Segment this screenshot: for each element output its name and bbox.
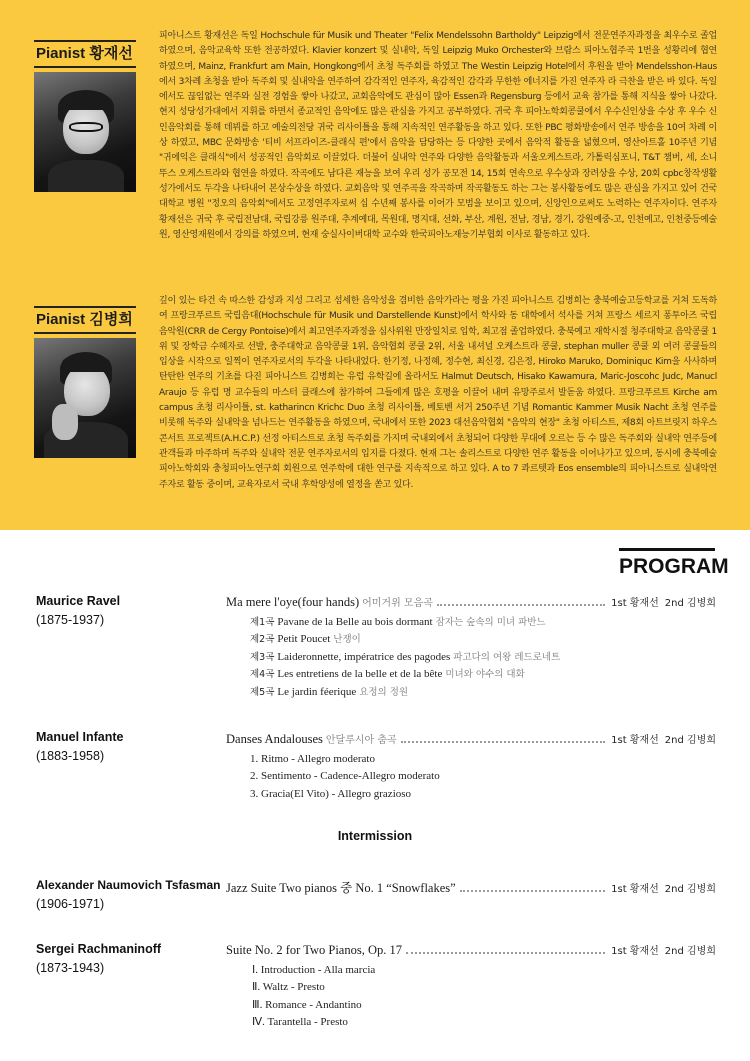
movement: Ⅳ. Tarantella - Presto bbox=[252, 1016, 348, 1029]
pianist-photo bbox=[34, 72, 136, 192]
second-piano: 2nd 김병희 bbox=[664, 884, 716, 895]
dot-leader bbox=[437, 604, 605, 606]
program-item bbox=[226, 594, 716, 701]
movement: 제3곡 Laideronnette, impératrice des pagodes 파고다의 여왕 레드로네트 bbox=[250, 650, 561, 663]
program-item bbox=[226, 878, 716, 896]
performers bbox=[611, 594, 716, 609]
work-title: Ma mere l'oye(four hands) bbox=[226, 595, 360, 609]
work-title-korean: 어미거위 모음곡 bbox=[362, 598, 433, 609]
movement: 1. Ritmo - Allegro moderato bbox=[250, 753, 375, 765]
work-title: Danses Andalouses bbox=[226, 732, 323, 746]
first-piano: 1st 황재선 bbox=[611, 598, 659, 609]
composer-info bbox=[36, 592, 120, 630]
composer-name: Maurice Ravel bbox=[36, 594, 121, 608]
program-title: PROGRAM bbox=[619, 548, 715, 579]
pianist-bio: 피아니스트 황재선은 독일 Hochschule für Musik und Theater "Felix Mendelssohn Bartholdy" Leipzig에서 전문연주자과정을 최우수로 졸업하였으며, 음악교육학 또한 전공하였다. Klavier konzert 및 실내악, 독일 Leipzig Muko Orchester와 브람스 피아노협주곡 1번을 성황리에 협연 하였으며, Mainz, Frankfurt am Main, Hongkong에서 초청 독주회를 하였고 The Westin Leipzig Hotel에서 후원을 받아 Mendelsshon-Haus에서 3차례 초청을 받아 독주회 및 실내악을 연주하여 감각적인 연주자, 육감적인 감각과 무한한 에너지를 가진 연주자 라 극찬을 받은 바 있다. 독일에서도 끊임없는 연주와 실전 경험을 쌓아 나갔고, 교회음악에도 관심이 많아 Essen과 Regensburg 등에서 교육 참가를 통해 지식을 쌓아 나갔다. 현지 성당성가대에서 지휘를 하면서 종교적인 음악에도 많은 관심을 가지고 공부하였다. 귀국 후 피아노학회콩쿨에서 우수신인상을 수상 후 우수 신인음악회를 통해 데뷔를 하고 예술의전당 귀국 리사이틀을 통해 지속적인 연주활동을 하고 있다. 또한 PBC 평화방송에서 연주 방송을 10여 차례 이상 하였고, MBC 문화방송 '티비 서프라이즈-클래식 편'에서 음악을 담당하는 등 다양한 곳에서 음악적 활동을 넓혔으며, 영산아트홀 10주년 기념 "귀에익은 클래식"에서 성공적인 음악회로 이끌었다. 더불어 실내악 연주와 다양한 음악활동과 서울오케스트라, 가톨릭심포니, T&T 챔버, 세, 소니뚜스 오케스트라와 협연을 하였다. 작곡에도 남다른 재능을 보여 우리 성가 공모전 14, 15회 연속으로 우수상과 장려상을 수상, 20회 cpbc창작생활성가에서도 두각을 나타내어 본상수상을 하였다. 교회음악 및 연주곡을 작곡하며 작곡활동도 하는 그는 봉사활동에도 많은 관심을 가지고 있어 건국대학교 병원 "정오의 음악회"에서도 고정연주자로써 십 수년째 봉사를 이어가 모범을 보이고 있으며, 신앙인으로써도 노력하는 연주자이다. 연주자 황재선은 귀국 후 국립전남대, 국립강릉 원주대, 추계예대, 목원대, 명지대, 선화, 부산, 계원, 전남, 경남, 경기, 강원예중-고, 인천예고, 인천중등예술원, 영산영재원에서 강의를 하였으며, 현재 숭실사이버대학 교수와 한국피아노재능기부협회 이사로 활동하고 있다. bbox=[159, 31, 717, 240]
composer-info bbox=[36, 940, 161, 978]
second-piano: 2nd 김병희 bbox=[664, 946, 716, 957]
pianist-bio: 깊이 있는 타건 속 따스한 감성과 지성 그리고 섬세한 음악성을 겸비한 음악가라는 평을 가진 피아니스트 김병희는 충북예술고등학교를 거쳐 도독하여 프랑크푸르트 국립음대(Hochschule für Musik und Darstellende Kunst)에서 학사와 동 대학에서 석사를 거쳐 프랑스 세르지 퐁투아즈 국립 음악원(CRR de Cergy Pontoise)에서 최고연주자과정을 심사위원 만장일치로 입학, 최고점 졸업하였다. 충북예고 재학시절 청주대학교 음악콩쿨 1위 및 장학금 수혜자로 선발, 충주대학교 음악콩쿨 1위, 음악협회 콩쿨 2위, 서울 내셔널 오케스트라 콩쿨, stephan muller 콩쿨 외 여러 콩쿨들의 입상을 시작으로 일찍이 연주자로서의 두각을 나타내었다. 한기정, 나정혜, 정수현, 최신경, 김은정, Hiroko Maruko, Dominiquc Kim을 사사하며 탄탄한 연주의 기초를 다진 피아니스트 김병희는 유럽 유학길에 올라서도 Halmut Deutsch, Hisako Kawamura, Maric-Joscohc Judc, Manucl Araujo 등 유럽 명 교수들의 마스터 클래스에 참가하여 그들에게 많은 호평을 이끌어 내며 유망주로서 발돋움 하였다. 프랑크푸르트 Kirche am campus 초청 리사이틀, st. katharincn Krichc Duo 초청 리사이틀, 베토벤 서거 250주년 기념 Romantic Kammer Musik Nacht 초청 연주를 비롯해 독주와 실내악을 넘나드는 연주활동을 하였으며, 국내에서 또한 2023 대선음악협회 "음악의 현장" 초청 아티스트, 제8회 아트브릿지 하우스콘서트 프로젝트(A.H.C.P.) 선정 아티스트로 초청 독주회를 가지며 국내외에서 초청되어 다양한 무대에 오르는 등 수 많은 독주회와 실내악 연주등에 관객들과 마주하며 독주와 실내악 전문 연주자로서의 입지를 다졌다. 현재 그는 솔리스트로 다양한 연주 활동을 이어나가고 있으며, 동시에 충북예술피아노학회와 충청피아노연구회 회원으로 연주학에 대한 연구를 지속적으로 하고 있다. A to 7 콰르텟과 Eos ensemble의 피아니스트로 실내악연주자로 활동 중이며, 교육자로서 국내 후학양성에 열정을 쏟고 있다. bbox=[159, 296, 717, 490]
composer-years: (1906-1971) bbox=[36, 897, 105, 911]
movement: 제4곡 Les entretiens de la belle et de la bête 미녀와 야수의 대화 bbox=[250, 668, 525, 681]
movement: 3. Gracia(El Vito) - Allegro grazioso bbox=[250, 787, 412, 800]
performers bbox=[611, 731, 716, 746]
pianist-name-label: Pianist 황재선 bbox=[34, 40, 136, 68]
movement: 제1곡 Pavane de la Belle au bois dormant 잠자는 숲속의 미녀 파반느 bbox=[250, 616, 546, 628]
composer-name: Manuel Infante bbox=[36, 730, 124, 744]
program-item bbox=[226, 942, 716, 1032]
first-piano: 1st 황재선 bbox=[611, 946, 659, 957]
first-piano: 1st 황재선 bbox=[611, 735, 659, 746]
pianist-name-label: Pianist 김병희 bbox=[34, 306, 136, 334]
movement: 제2곡 Petit Poucet 난쟁이 bbox=[250, 633, 361, 646]
work-title-korean: 안달루시아 춤곡 bbox=[325, 735, 397, 746]
movement: 제5곡 Le jardin féerique 요정의 정원 bbox=[250, 685, 409, 698]
movement: Ⅱ. Waltz - Presto bbox=[252, 981, 325, 994]
second-piano: 2nd 김병희 bbox=[664, 598, 716, 609]
composer-info bbox=[36, 876, 221, 914]
composer-years: (1875-1937) bbox=[36, 613, 105, 627]
movement: Ⅲ. Romance - Andantino bbox=[252, 998, 362, 1011]
first-piano: 1st 황재선 bbox=[611, 884, 659, 895]
dot-leader bbox=[401, 741, 605, 743]
pianist-photo bbox=[34, 338, 136, 458]
composer-info bbox=[36, 728, 124, 766]
movement: 2. Sentimento - Cadence-Allegro moderato bbox=[250, 770, 440, 783]
dot-leader bbox=[460, 890, 605, 892]
work-title: Suite No. 2 for Two Pianos, Op. 17 bbox=[226, 943, 402, 957]
work-title: Jazz Suite Two pianos 중 No. 1 “Snowflakes” bbox=[226, 881, 456, 895]
performers bbox=[611, 880, 716, 895]
dot-leader bbox=[406, 952, 605, 954]
intermission: Intermission bbox=[337, 829, 413, 843]
movement: Ⅰ. Introduction - Alla marcia bbox=[252, 964, 376, 976]
second-piano: 2nd 김병희 bbox=[664, 735, 716, 746]
composer-name: Alexander Naumovich Tsfasman bbox=[36, 878, 221, 892]
performers bbox=[611, 942, 716, 957]
composer-years: (1883-1958) bbox=[36, 749, 105, 763]
composer-name: Sergei Rachmaninoff bbox=[36, 942, 162, 956]
program-item bbox=[226, 731, 716, 803]
composer-years: (1873-1943) bbox=[36, 961, 105, 975]
